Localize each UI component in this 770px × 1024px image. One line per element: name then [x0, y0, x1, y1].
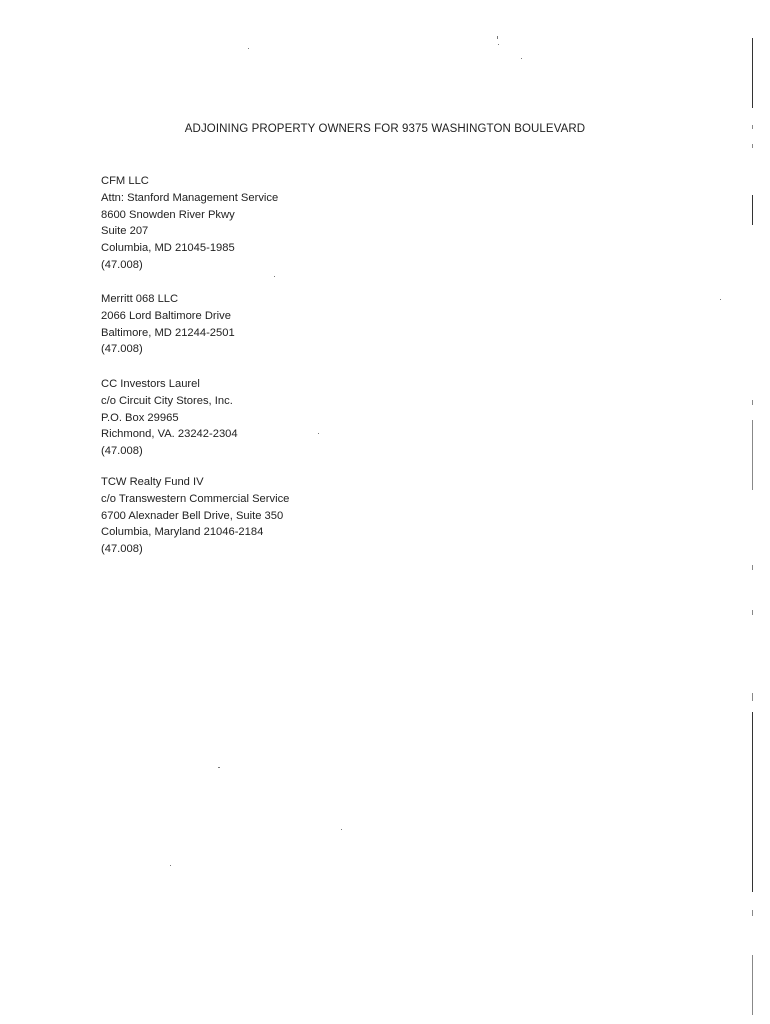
scan-speck: [341, 829, 342, 830]
owner-suite: Suite 207: [101, 225, 149, 238]
scan-edge-dash: [752, 125, 753, 129]
scan-edge-dash: [752, 420, 753, 490]
owner-po-box: P.O. Box 29965: [101, 411, 179, 424]
owner-name: CFM LLC: [101, 175, 149, 187]
owner-name: TCW Realty Fund IV: [101, 476, 204, 488]
scan-edge-dash: [752, 565, 753, 570]
owner-block-cfm: [101, 173, 278, 274]
owner-care-of: c/o Circuit City Stores, Inc.: [101, 394, 233, 407]
document-title: ADJOINING PROPERTY OWNERS FOR 9375 WASHINGTON BOULEVARD: [184, 123, 586, 135]
owner-block-cc-investors: [101, 376, 238, 460]
owner-city: Columbia, Maryland 21046-2184: [101, 526, 264, 539]
scan-speck: [498, 44, 499, 45]
scan-edge-dash: [752, 693, 753, 701]
owner-attn: Attn: Stanford Management Service: [101, 191, 279, 204]
scan-speck: [218, 767, 220, 768]
owner-parcel: (47.008): [101, 543, 143, 556]
owner-care-of: c/o Transwestern Commercial Service: [101, 492, 290, 505]
scan-edge-dash: [752, 400, 753, 405]
scan-speck: [497, 36, 498, 39]
owner-block-tcw: [101, 474, 289, 558]
owner-street: 8600 Snowden River Pkwy: [101, 208, 235, 221]
owner-street: 2066 Lord Baltimore Drive: [101, 309, 231, 322]
scan-speck: [170, 865, 171, 866]
scan-speck: [521, 58, 522, 59]
scan-edge-dash: [752, 610, 753, 615]
owner-parcel: (47.008): [101, 445, 143, 458]
scan-edge-line: [752, 712, 753, 892]
owner-city: Columbia, MD 21045-1985: [101, 242, 235, 255]
owner-city: Baltimore, MD 21244-2501: [101, 326, 235, 339]
owner-city: Richmond, VA. 23242-2304: [101, 428, 238, 441]
owner-block-merritt: [101, 291, 235, 358]
scan-edge-line: [752, 195, 753, 225]
owner-name: CC Investors Laurel: [101, 378, 200, 390]
scan-speck: [318, 433, 319, 434]
scan-edge-dash: [752, 955, 753, 1015]
owner-parcel: (47.008): [101, 258, 143, 271]
owner-name: Merritt 068 LLC: [101, 293, 179, 305]
scan-edge-dash: [752, 910, 753, 916]
scan-edge-line: [752, 38, 753, 108]
scan-speck: [720, 299, 721, 300]
scan-speck: [274, 276, 275, 277]
owner-parcel: (47.008): [101, 343, 143, 356]
scan-edge-dash: [752, 144, 753, 148]
owner-street: 6700 Alexnader Bell Drive, Suite 350: [101, 509, 284, 522]
scan-speck: [248, 48, 249, 49]
